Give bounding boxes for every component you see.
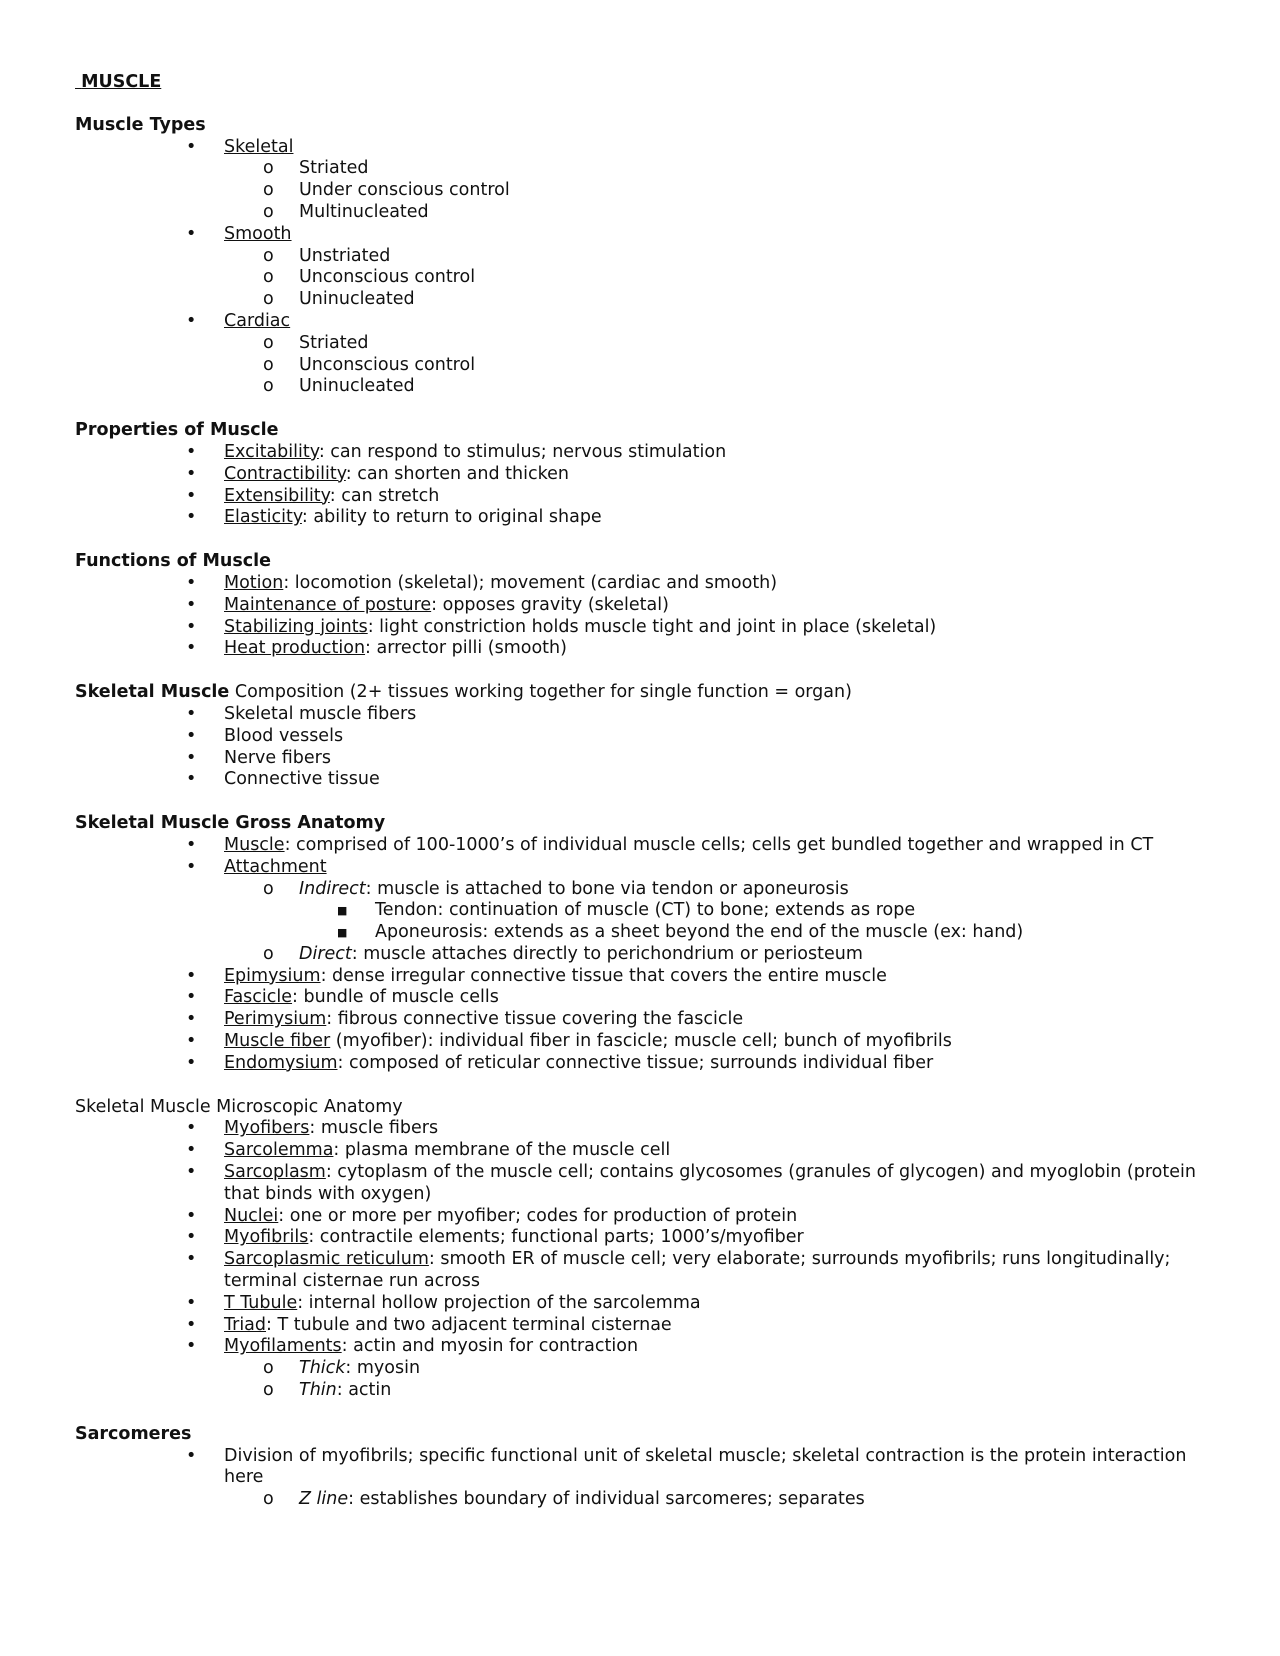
list-item: • Stabilizing joints: light constriction holds muscle tight and joint in place (skeletal)	[186, 616, 937, 637]
bullet-icon: •	[186, 572, 197, 593]
circle-bullet-icon: o	[263, 354, 274, 375]
list-item: o Indirect: muscle is attached to bone via tendon or aponeurosis	[263, 878, 849, 899]
heading-gross-anatomy: Skeletal Muscle Gross Anatomy	[75, 813, 386, 834]
circle-bullet-icon: o	[263, 1489, 274, 1510]
list-item: o Z line: establishes boundary of individual sarcomeres; separates	[263, 1489, 865, 1510]
circle-bullet-icon: o	[263, 1380, 274, 1401]
section-sarcomeres	[75, 1424, 1215, 1511]
list-item: o Uninucleated	[263, 289, 415, 310]
bullet-icon: •	[186, 703, 197, 724]
section-properties	[75, 420, 1215, 529]
list-item-attachment: • Attachment	[186, 856, 327, 877]
list-item: • Division of myofibrils; specific functional unit of skeletal muscle; skeletal contraction is the protein interaction here	[186, 1445, 1187, 1488]
list-item: • Excitability: can respond to stimulus; nervous stimulation	[186, 441, 727, 462]
list-item: • Sarcoplasmic reticulum: smooth ER of muscle cell; very elaborate; surrounds myofibrils; runs longitudinally; terminal cisternae run across	[186, 1249, 1171, 1292]
list-item: ■ Aponeurosis: extends as a sheet beyond the end of the muscle (ex: hand)	[337, 922, 1024, 943]
bullet-icon: •	[186, 1140, 197, 1161]
circle-bullet-icon: o	[263, 289, 274, 310]
circle-bullet-icon: o	[263, 376, 274, 397]
list-item: • Motion: locomotion (skeletal); movement (cardiac and smooth)	[186, 572, 778, 593]
list-item: • T Tubule: internal hollow projection of the sarcolemma	[186, 1292, 701, 1313]
bullet-icon: •	[186, 1336, 197, 1357]
list-item-cardiac: • Cardiac	[186, 310, 291, 331]
bullet-icon: •	[186, 1445, 197, 1466]
list-item: o Striated	[263, 158, 369, 179]
list-item: • Endomysium: composed of reticular connective tissue; surrounds individual fiber	[186, 1052, 934, 1073]
bullet-icon: •	[186, 1314, 197, 1335]
list-item-smooth: • Smooth	[186, 223, 292, 244]
bullet-icon: •	[186, 1052, 197, 1073]
list-item: o Unconscious control	[263, 267, 476, 288]
list-item: • Sarcolemma: plasma membrane of the muscle cell	[186, 1140, 671, 1161]
list-item: • Myofibrils: contractile elements; functional parts; 1000’s/myofiber	[186, 1227, 804, 1248]
bullet-icon: •	[186, 965, 197, 986]
list-item: • Muscle fiber (myofiber): individual fiber in fascicle; muscle cell; bunch of myofibrils	[186, 1031, 952, 1052]
list-item: • Myofibers: muscle fibers	[186, 1118, 439, 1139]
circle-bullet-icon: o	[263, 332, 274, 353]
bullet-icon: •	[186, 725, 197, 746]
list-item: • Epimysium: dense irregular connective tissue that covers the entire muscle	[186, 965, 887, 986]
bullet-icon: •	[186, 834, 197, 855]
list-item: o Direct: muscle attaches directly to perichondrium or periosteum	[263, 943, 863, 964]
bullet-icon: •	[186, 463, 197, 484]
list-item: o Striated	[263, 332, 369, 353]
list-item: • Maintenance of posture: opposes gravity (skeletal)	[186, 594, 669, 615]
section-microscopic-anatomy	[75, 1097, 1215, 1402]
list-item: o Thick: myosin	[263, 1358, 421, 1379]
circle-bullet-icon: o	[263, 1358, 274, 1379]
heading-muscle-types: Muscle Types	[75, 114, 206, 135]
heading-sarcomeres: Sarcomeres	[75, 1423, 192, 1444]
bullet-icon: •	[186, 485, 197, 506]
list-item: • Muscle: comprised of 100-1000’s of individual muscle cells; cells get bundled together and wrapped in CT	[186, 834, 1154, 855]
page-title: MUSCLE	[81, 72, 162, 92]
square-bullet-icon: ■	[337, 926, 348, 940]
list-item: o Multinucleated	[263, 201, 429, 222]
section-muscle-types	[75, 115, 1215, 398]
bullet-icon: •	[186, 1205, 197, 1226]
list-item: • Connective tissue	[186, 769, 380, 790]
circle-bullet-icon: o	[263, 201, 274, 222]
bullet-icon: •	[186, 747, 197, 768]
bullet-icon: •	[186, 638, 197, 659]
circle-bullet-icon: o	[263, 158, 274, 179]
bullet-icon: •	[186, 1227, 197, 1248]
list-item: • Nerve fibers	[186, 747, 331, 768]
list-item: o Uninucleated	[263, 376, 415, 397]
list-item: o Unstriated	[263, 245, 391, 266]
bullet-icon: •	[186, 1031, 197, 1052]
bullet-icon: •	[186, 223, 197, 244]
bullet-icon: •	[186, 1118, 197, 1139]
list-item: ■ Tendon: continuation of muscle (CT) to bone; extends as rope	[337, 900, 916, 921]
square-bullet-icon: ■	[337, 904, 348, 918]
bullet-icon: •	[186, 310, 197, 331]
list-item-skeletal: • Skeletal	[186, 136, 294, 157]
circle-bullet-icon: o	[263, 943, 274, 964]
heading-properties: Properties of Muscle	[75, 420, 279, 441]
list-item: o Under conscious control	[263, 180, 510, 201]
bullet-icon: •	[186, 987, 197, 1008]
heading-microscopic-anatomy: Skeletal Muscle Microscopic Anatomy	[75, 1096, 403, 1117]
bullet-icon: •	[186, 441, 197, 462]
list-item: • Sarcoplasm: cytoplasm of the muscle cell; contains glycosomes (granules of glycogen) and myoglobin (protein that binds with oxygen)	[186, 1162, 1196, 1204]
bullet-icon: •	[186, 1292, 197, 1313]
list-item: • Triad: T tubule and two adjacent terminal cisternae	[186, 1314, 672, 1335]
list-item: • Blood vessels	[186, 725, 344, 746]
bullet-icon: •	[186, 616, 197, 637]
list-item: • Extensibility: can stretch	[186, 485, 440, 506]
bullet-icon: •	[186, 136, 197, 157]
section-gross-anatomy	[75, 813, 1215, 1075]
circle-bullet-icon: o	[263, 180, 274, 201]
circle-bullet-icon: o	[263, 267, 274, 288]
list-item: • Contractibility: can shorten and thicken	[186, 463, 569, 484]
section-functions	[75, 551, 1215, 660]
circle-bullet-icon: o	[263, 245, 274, 266]
bullet-icon: •	[186, 1009, 197, 1030]
heading-composition: Skeletal Muscle Composition (2+ tissues working together for single function = organ)	[75, 682, 852, 703]
bullet-icon: •	[186, 769, 197, 790]
bullet-icon: •	[186, 507, 197, 528]
bullet-icon: •	[186, 1162, 197, 1183]
list-item-myofilaments: • Myofilaments: actin and myosin for contraction	[186, 1336, 639, 1357]
list-item: o Unconscious control	[263, 354, 476, 375]
bullet-icon: •	[186, 1249, 197, 1270]
list-item: • Fascicle: bundle of muscle cells	[186, 987, 499, 1008]
list-item: • Skeletal muscle fibers	[186, 703, 417, 724]
list-item: o Thin: actin	[263, 1380, 392, 1401]
circle-bullet-icon: o	[263, 878, 274, 899]
list-item: • Heat production: arrector pilli (smooth)	[186, 638, 567, 659]
list-item: • Elasticity: ability to return to original shape	[186, 507, 602, 528]
list-item: • Perimysium: fibrous connective tissue covering the fascicle	[186, 1009, 744, 1030]
heading-functions: Functions of Muscle	[75, 551, 271, 572]
document-page	[75, 72, 1215, 1533]
bullet-icon: •	[186, 594, 197, 615]
list-item: • Nuclei: one or more per myofiber; codes for production of protein	[186, 1205, 798, 1226]
section-composition	[75, 682, 1215, 791]
bullet-icon: •	[186, 856, 197, 877]
